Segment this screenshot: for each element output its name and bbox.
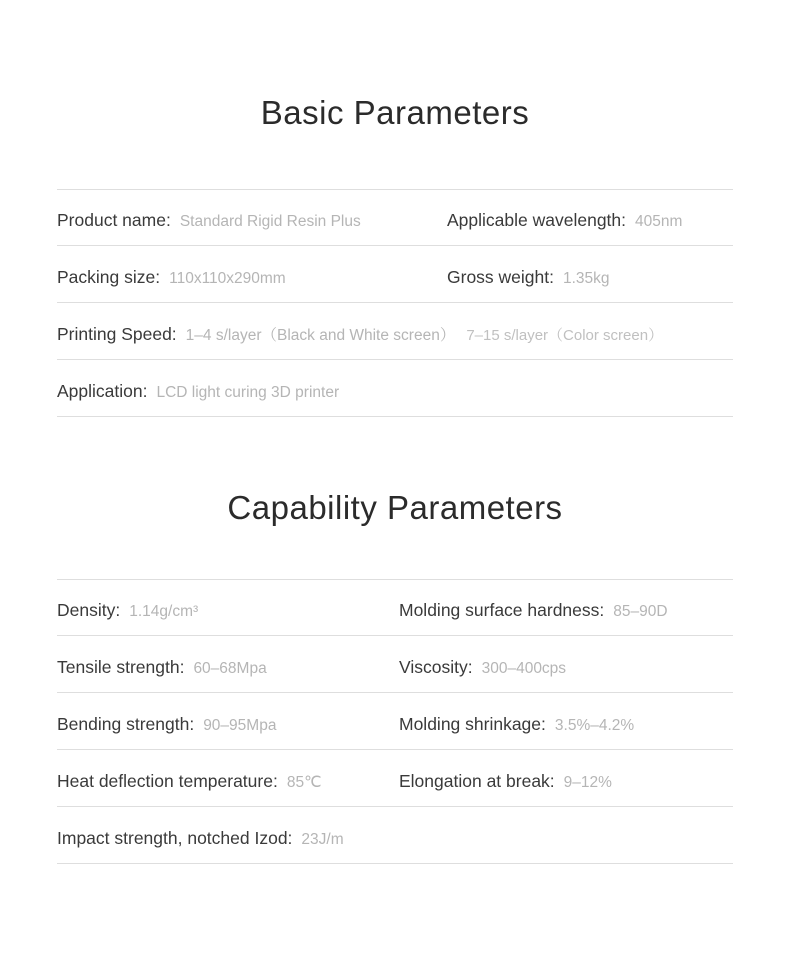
spec-cell-molding-surface-hardness	[399, 600, 733, 635]
spec-cell-bending-strength	[57, 714, 399, 749]
spec-label: Tensile strength:	[57, 657, 185, 677]
table-row	[57, 579, 733, 636]
spec-value: 85–90D	[613, 603, 668, 620]
spec-label: Impact strength, notched Izod:	[57, 828, 293, 848]
capability-parameters-title: Capability Parameters	[227, 489, 563, 526]
spec-cell-product-name	[57, 210, 447, 245]
spec-cell-tensile-strength	[57, 657, 399, 692]
spec-value: 9–12%	[563, 774, 612, 791]
spec-cell-gross-weight	[447, 267, 733, 302]
table-row	[57, 189, 733, 246]
spec-value: 60–68Mpa	[193, 660, 267, 677]
spec-cell-elongation-at-break	[399, 771, 733, 806]
spec-label: Elongation at break:	[399, 771, 555, 791]
spec-cell-printing-speed	[57, 323, 733, 359]
spec-value: 110x110x290mm	[169, 270, 286, 287]
spec-cell-heat-deflection-temperature	[57, 771, 399, 806]
spec-value: 90–95Mpa	[203, 717, 277, 734]
spec-value: Standard Rigid Resin Plus	[179, 213, 361, 230]
spec-label: Gross weight:	[447, 267, 554, 287]
spec-value: 3.5%–4.2%	[554, 717, 635, 734]
spec-label: Heat deflection temperature:	[57, 771, 278, 791]
spec-value: 1–4 s/layer（Black and White screen）	[185, 327, 456, 344]
spec-value-secondary: 7–15 s/layer（Color screen）	[466, 327, 664, 344]
spec-value: 1.35kg	[562, 270, 610, 287]
spec-label: Molding surface hardness:	[399, 600, 605, 620]
spec-label: Application:	[57, 381, 148, 401]
basic-parameters-table	[57, 189, 733, 417]
spec-cell-application	[57, 381, 733, 416]
spec-label: Printing Speed:	[57, 324, 177, 344]
table-row	[57, 360, 733, 417]
spec-value: 1.14g/cm³	[129, 603, 199, 620]
table-row	[57, 750, 733, 807]
spec-value: 300–400cps	[481, 660, 567, 677]
spec-value: 23J/m	[301, 831, 344, 848]
spec-label: Product name:	[57, 210, 171, 230]
table-row	[57, 303, 733, 360]
spec-cell-packing-size	[57, 267, 447, 302]
spec-cell-density	[57, 600, 399, 635]
spec-label: Packing size:	[57, 267, 161, 287]
spec-label: Applicable wavelength:	[447, 210, 627, 230]
table-row	[57, 636, 733, 693]
basic-parameters-title: Basic Parameters	[260, 94, 530, 131]
spec-label: Viscosity:	[399, 657, 473, 677]
spec-value: LCD light curing 3D printer	[156, 384, 340, 401]
spec-label: Bending strength:	[57, 714, 195, 734]
spec-label: Molding shrinkage:	[399, 714, 546, 734]
capability-parameters-table	[57, 579, 733, 864]
spec-value: 405nm	[635, 213, 683, 230]
spec-cell-viscosity	[399, 657, 733, 692]
table-row	[57, 693, 733, 750]
spec-cell-molding-shrinkage	[399, 714, 733, 749]
spec-cell-impact-strength	[57, 828, 733, 863]
spec-value: 85℃	[286, 774, 322, 791]
table-row	[57, 807, 733, 864]
spec-label: Density:	[57, 600, 121, 620]
table-row	[57, 246, 733, 303]
spec-cell-applicable-wavelength	[447, 210, 733, 245]
